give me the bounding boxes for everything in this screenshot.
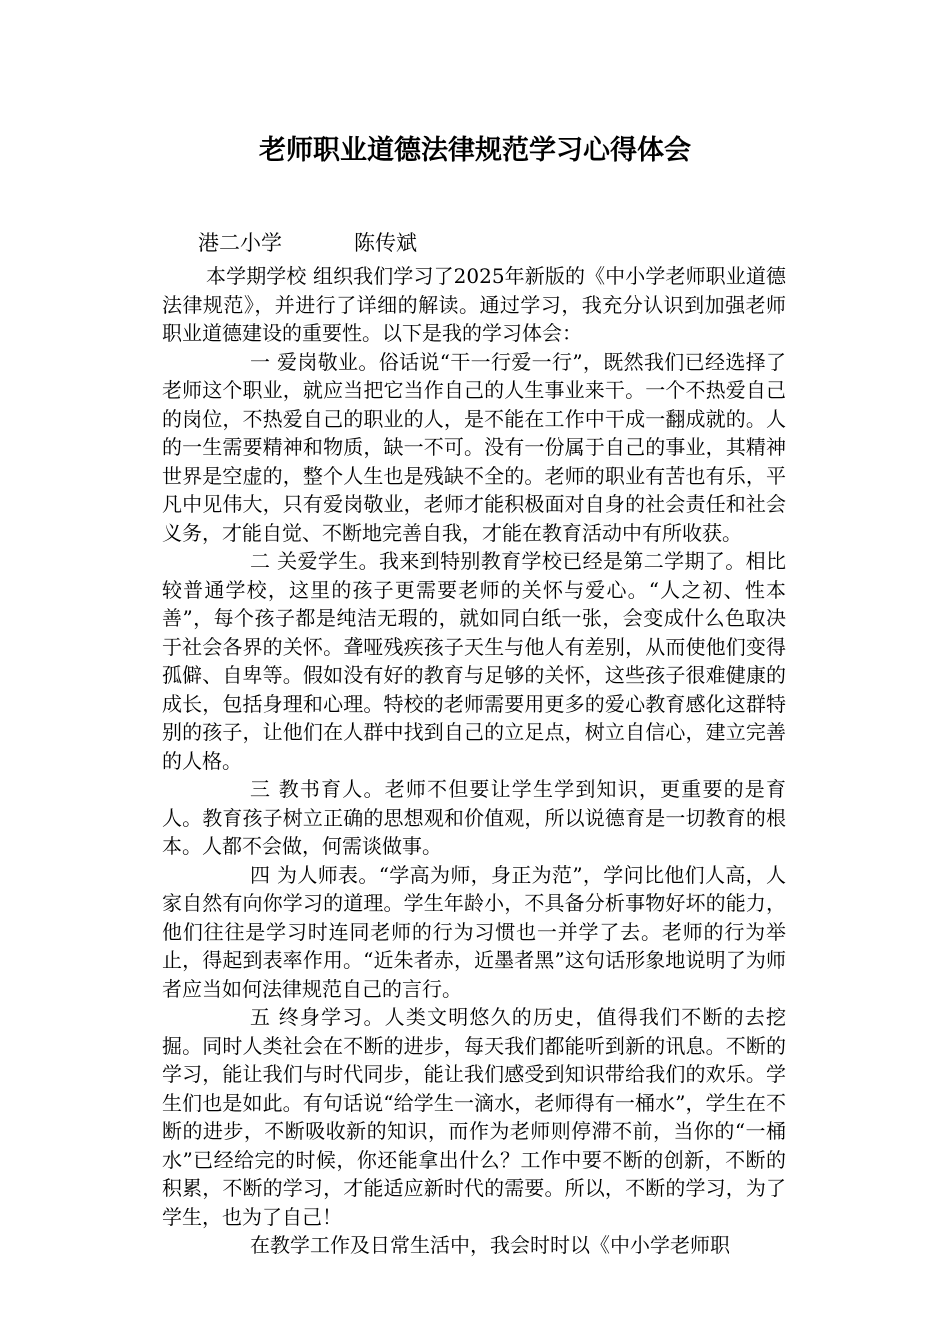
document-title: 老师职业道德法律规范学习心得体会 [259, 135, 691, 166]
section-paragraph-1: 一 爱岗敬业。俗话说“干一行爱一行”，既然我们已经选择了老师这个职业，就应当把它当作自己的人生事业来干。一个不热爱自己的岗位，不热爱自己的职业的人，是不能在工作中干成一翻成就的。人的一生需要精神和物质，缺一不可。没有一份属于自己的事业，其精神世界是空虚的，整个人生也是残缺不全的。老师的职业有苦也有乐，平凡中见伟大，只有爱岗敬业，老师才能积极面对自身的社会责任和社会义务，才能自觉、不断地完善自我，才能在教育活动中有所收获。 [162, 349, 786, 545]
document-body [162, 262, 786, 1260]
section-paragraph-5: 五 终身学习。人类文明悠久的历史，值得我们不断的去挖掘。同时人类社会在不断的进步，每天我们都能听到新的讯息。不断的学习，能让我们与时代同步，能让我们感受到知识带给我们的欢乐。学生们也是如此。有句话说“给学生一滴水，老师得有一桶水”，学生在不断的进步，不断吸收新的知识，而作为老师则停滞不前，当你的“一桶水”已经给完的时候，你还能拿出什么？工作中要不断的创新，不断的积累，不断的学习，才能适应新时代的需要。所以，不断的学习，为了学生，也为了自己！ [162, 1005, 786, 1229]
section-paragraph-2: 二 关爱学生。我来到特别教育学校已经是第二学期了。相比较普通学校，这里的孩子更需要老师的关怀与爱心。“人之初、性本善”，每个孩子都是纯洁无瑕的，就如同白纸一张，会变成什么色取决于社会各界的关怀。聋哑残疾孩子天生与他人有差别，从而使他们变得孤僻、自卑等。假如没有好的教育与足够的关怀，这些孩子很难健康的成长，包括身理和心理。特校的老师需要用更多的爱心教育感化这群特别的孩子，让他们在人群中找到自己的立足点，树立自信心，建立完善的人格。 [162, 549, 786, 773]
byline [198, 228, 417, 258]
intro-paragraph: 本学期学校 组织我们学习了2025年新版的《中小学老师职业道德法律规范》，并进行了详细的解读。通过学习，我充分认识到加强老师职业道德建设的重要性。以下是我的学习体会： [162, 264, 786, 345]
author-name: 陈传斌 [354, 231, 417, 255]
school-name: 港二小学 [198, 231, 282, 255]
section-paragraph-3: 三 教书育人。老师不但要让学生学到知识，更重要的是育人。教育孩子树立正确的思想观和价值观，所以说德育是一切教育的根本。人都不会做，何需谈做事。 [162, 777, 786, 858]
section-paragraph-4: 四 为人师表。“学高为师，身正为范”，学问比他们人高，人家自然有向你学习的道理。学生年龄小，不具备分析事物好坏的能力，他们往往是学习时连同老师的行为习惯也一并学了去。老师的行为举止，得起到表率作用。“近朱者赤，近墨者黑”这句话形象地说明了为师者应当如何法律规范自己的言行。 [162, 862, 786, 1001]
closing-paragraph: 在教学工作及日常生活中，我会时时以《中小学老师职 [250, 1233, 730, 1257]
